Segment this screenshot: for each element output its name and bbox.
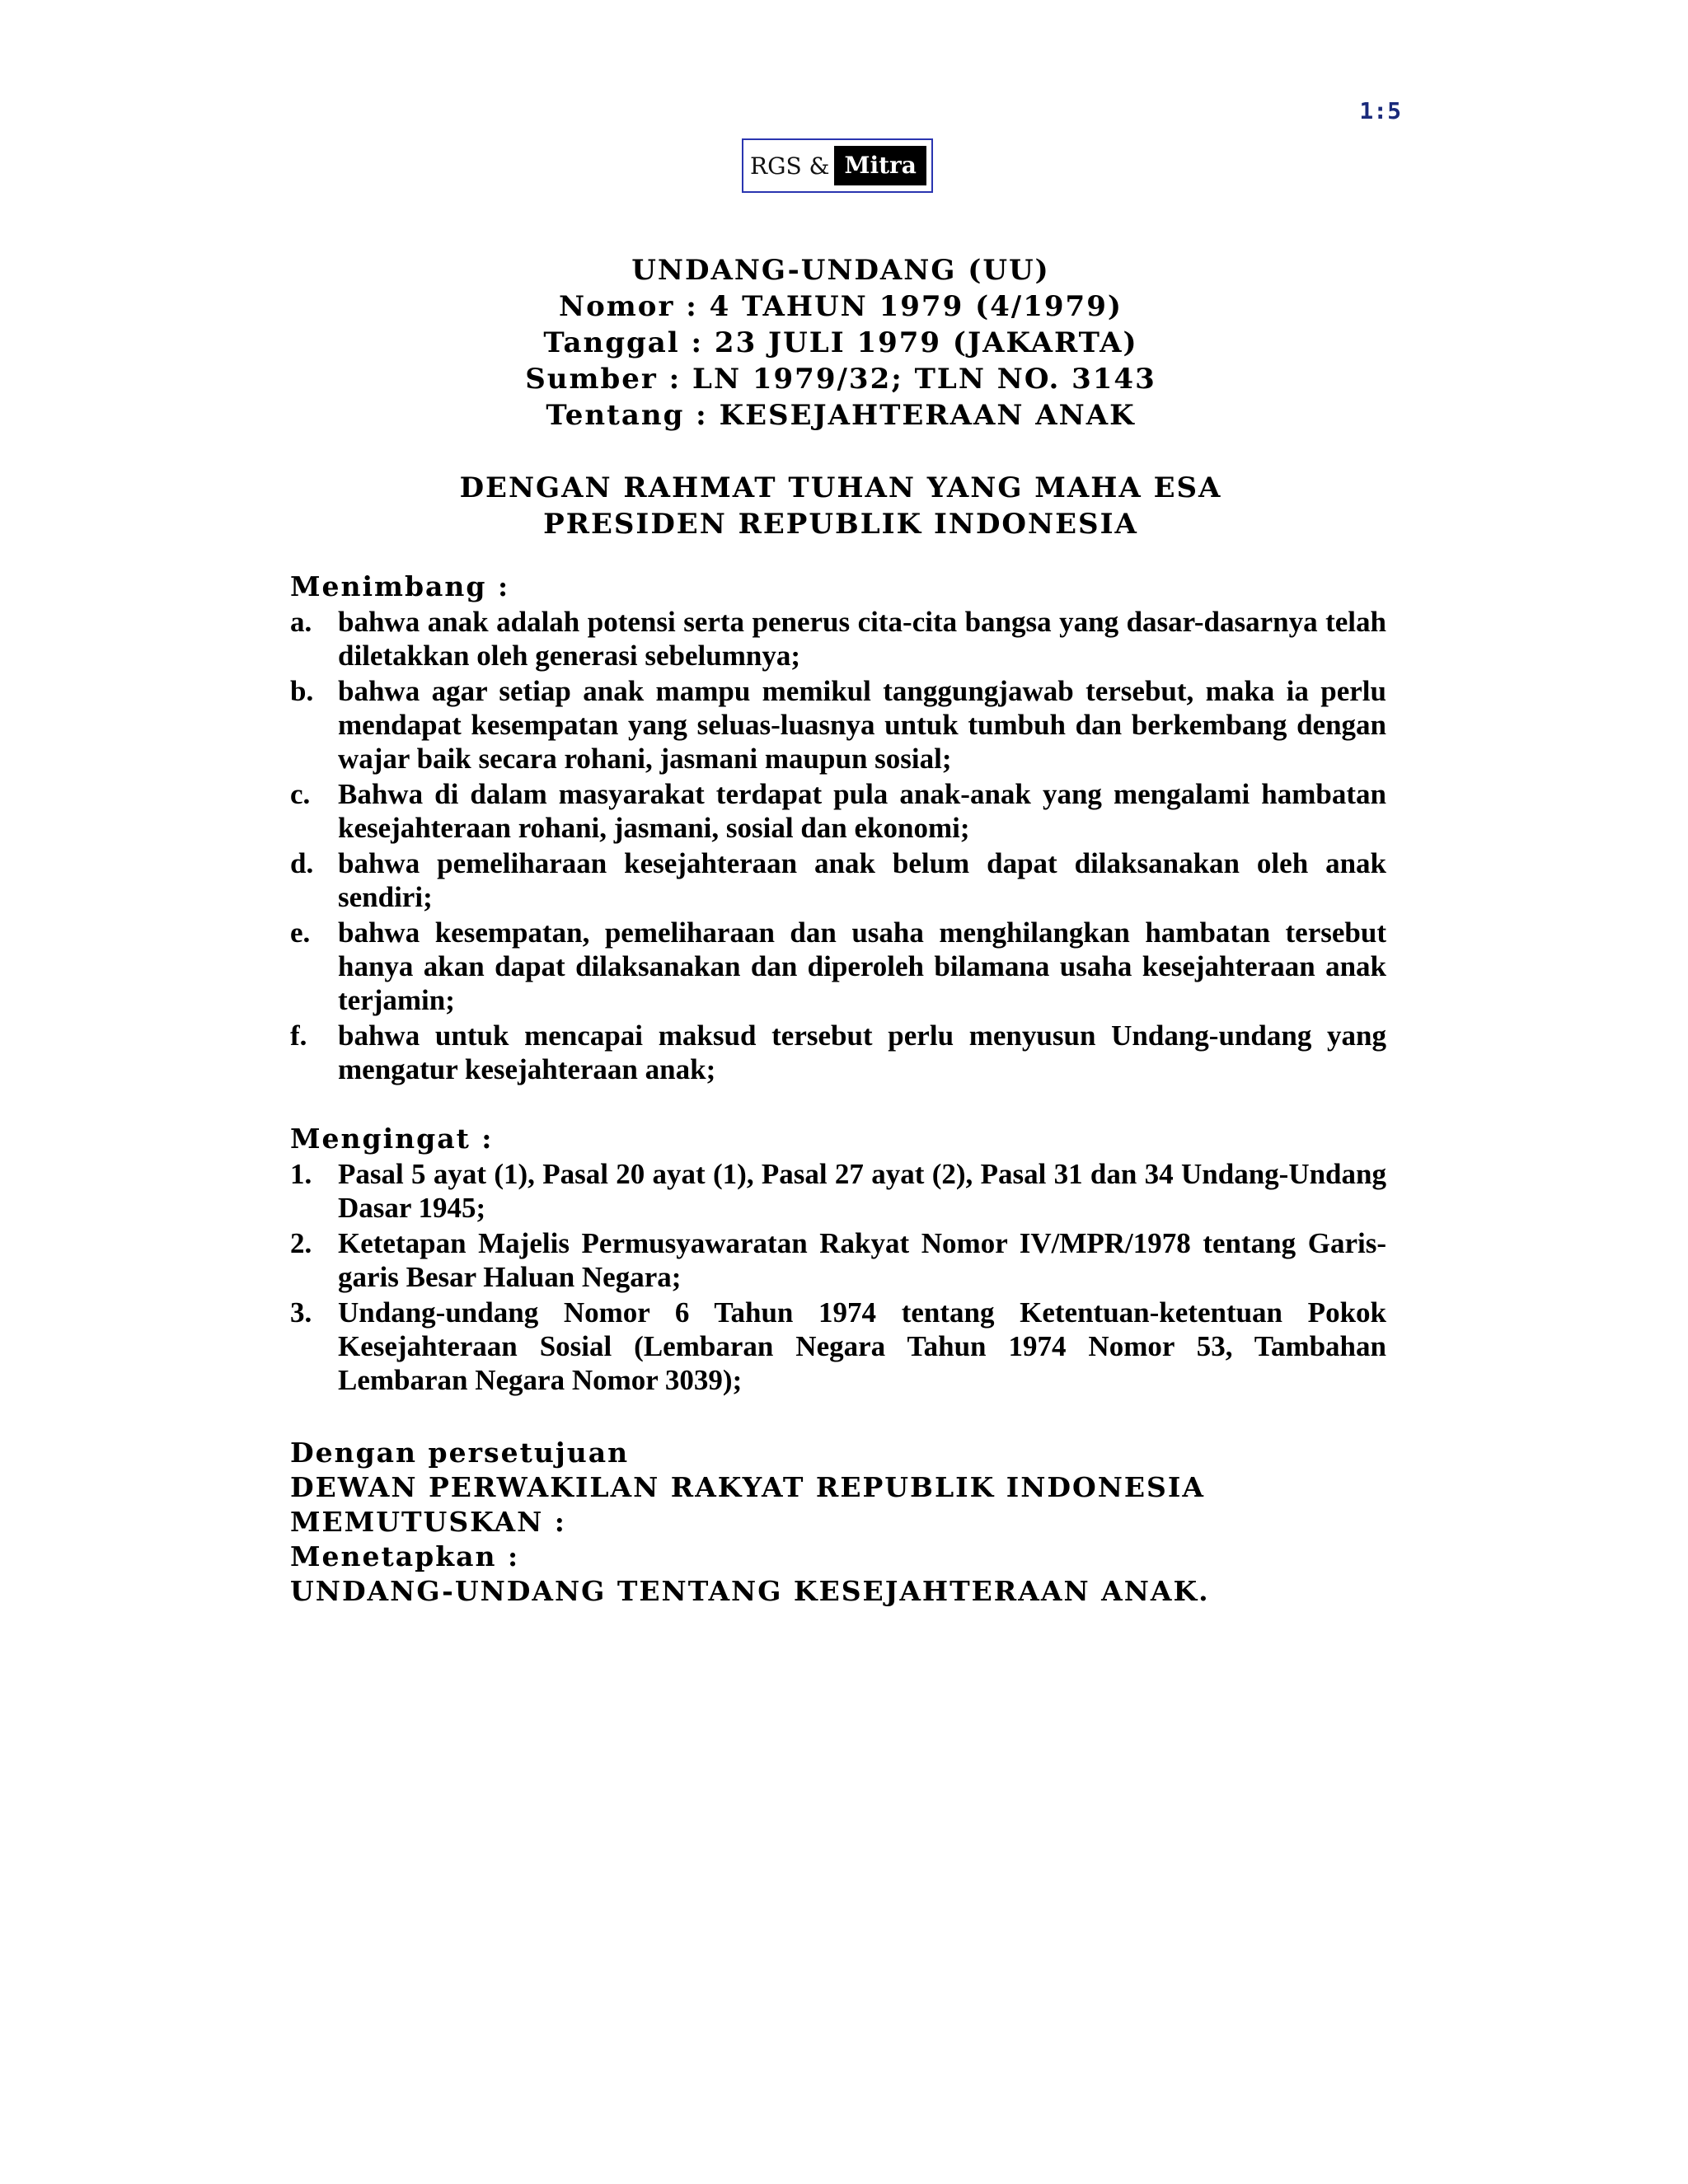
mengingat-title: Mengingat : [290, 1122, 494, 1155]
header-number: Nomor : 4 TAHUN 1979 (4/1979) [559, 290, 1123, 323]
closing-establish: Menetapkan : [290, 1540, 520, 1572]
header-president: PRESIDEN REPUBLIK INDONESIA [543, 508, 1138, 541]
header-source: Sumber : LN 1979/32; TLN NO. 3143 [525, 363, 1156, 396]
closing-law-title: UNDANG-UNDANG TENTANG KESEJAHTERAAN ANAK. [290, 1575, 1210, 1607]
list-marker: b. [290, 675, 314, 707]
header-subject: Tentang : KESEJAHTERAAN ANAK [546, 399, 1136, 432]
page-number: 1:5 [1359, 97, 1401, 124]
list-marker: e. [290, 916, 311, 949]
logo-left-text: RGS & [750, 152, 830, 180]
list-text: Undang-undang Nomor 6 Tahun 1974 tentang Ketentuan-ketentuan Pokok Kesejahteraan Sosial (Lembaran Negara Tahun 1974 Nomor 53, Tambahan Lembaran Negara Nomor 3039); [338, 1296, 1386, 1396]
closing-decide: MEMUTUSKAN : [290, 1506, 566, 1538]
closing-approval: Dengan persetujuan [290, 1436, 630, 1469]
menimbang-section [290, 569, 1386, 1088]
list-marker: a. [290, 606, 312, 638]
list-text: Pasal 5 ayat (1), Pasal 20 ayat (1), Pasal 27 ayat (2), Pasal 31 dan 34 Undang-Undang Dasar 1945; [338, 1158, 1386, 1224]
list-marker: 1. [290, 1158, 312, 1190]
list-item [290, 1296, 1386, 1397]
list-marker: 3. [290, 1296, 312, 1329]
list-text: bahwa kesempatan, pemeliharaan dan usaha menghilangkan hambatan tersebut hanya akan dapat dilaksanakan dan diperoleh bilamana usaha kesejahteraan anak terjamin; [338, 916, 1386, 1016]
list-item [290, 777, 1386, 845]
list-item [290, 1019, 1386, 1086]
list-text: bahwa untuk mencapai maksud tersebut perlu menyusun Undang-undang yang mengatur kesejahteraan anak; [338, 1019, 1386, 1085]
list-marker: f. [290, 1019, 307, 1052]
logo-right-text: Mitra [834, 146, 926, 185]
list-marker: c. [290, 778, 311, 810]
list-item [290, 605, 1386, 673]
list-text: bahwa pemeliharaan kesejahteraan anak belum dapat dilaksanakan oleh anak sendiri; [338, 847, 1386, 913]
list-marker: 2. [290, 1227, 312, 1259]
list-item [290, 1157, 1386, 1225]
list-item [290, 1226, 1386, 1294]
document-header [280, 252, 1401, 542]
list-item [290, 916, 1386, 1017]
header-title: UNDANG-UNDANG (UU) [631, 254, 1050, 287]
list-text: bahwa agar setiap anak mampu memikul tanggungjawab tersebut, maka ia perlu mendapat kesempatan yang seluas-luasnya untuk tumbuh dan berkembang dengan wajar baik secara rohani, jasmani maupun sosial; [338, 675, 1386, 775]
header-date: Tanggal : 23 JULI 1979 (JAKARTA) [543, 326, 1138, 359]
list-text: Ketetapan Majelis Permusyawaratan Rakyat Nomor IV/MPR/1978 tentang Garis-garis Besar Haluan Negara; [338, 1227, 1386, 1293]
closing-block [290, 1436, 1386, 1609]
list-text: bahwa anak adalah potensi serta penerus cita-cita bangsa yang dasar-dasarnya telah diletakkan oleh generasi sebelumnya; [338, 606, 1386, 672]
header-invocation: DENGAN RAHMAT TUHAN YANG MAHA ESA [459, 471, 1222, 504]
menimbang-title: Menimbang : [290, 570, 510, 602]
list-marker: d. [290, 847, 314, 879]
list-text: Bahwa di dalam masyarakat terdapat pula anak-anak yang mengalami hambatan kesejahteraan rohani, jasmani, sosial dan ekonomi; [338, 778, 1386, 844]
rgs-mitra-logo [742, 138, 933, 193]
mengingat-section [290, 1121, 1386, 1399]
list-item [290, 674, 1386, 776]
list-item [290, 846, 1386, 914]
closing-dpr: DEWAN PERWAKILAN RAKYAT REPUBLIK INDONESIA [290, 1471, 1205, 1503]
